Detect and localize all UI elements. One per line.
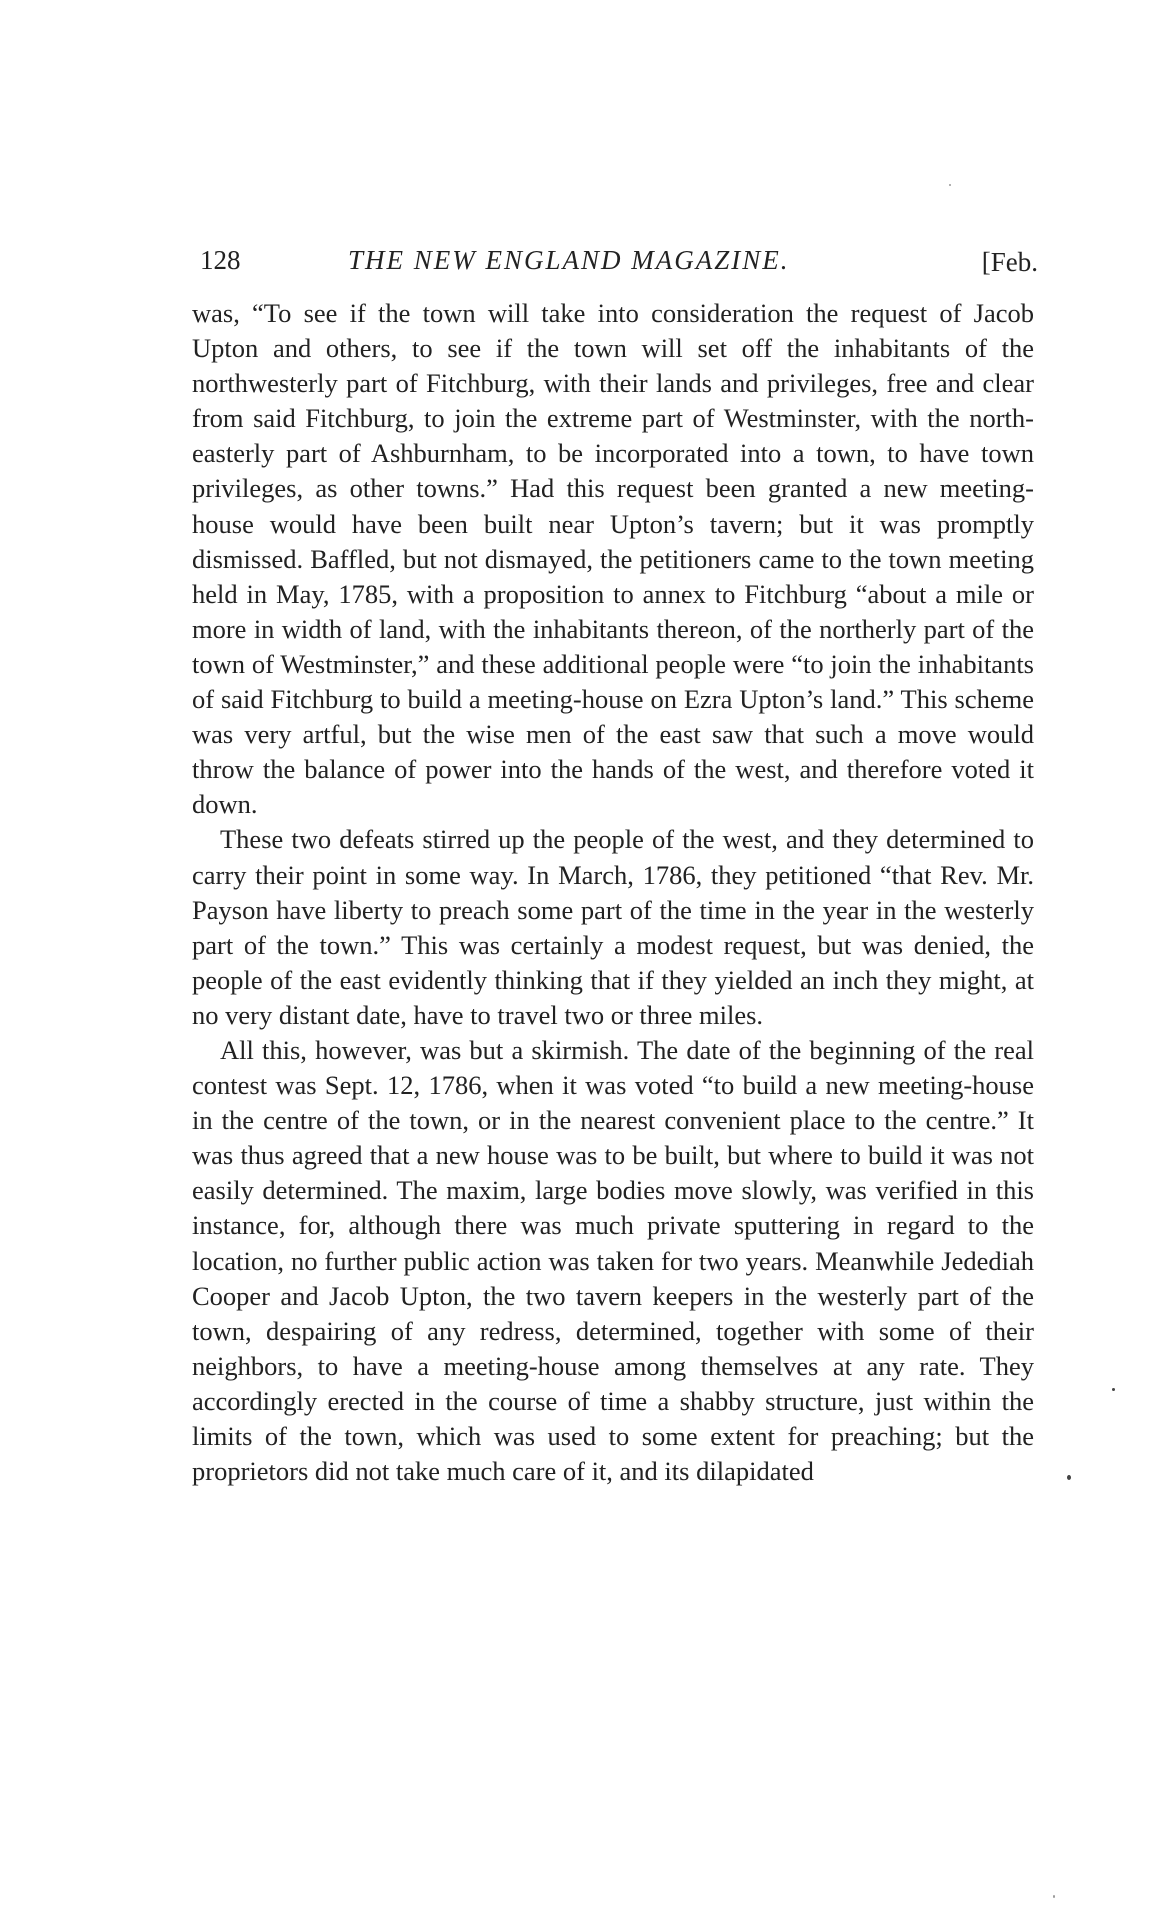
journal-title: THE NEW ENGLAND MAGAZINE. <box>348 245 790 275</box>
running-head <box>200 240 1038 280</box>
ink-speck <box>1112 1388 1115 1391</box>
ink-speck <box>1053 1895 1055 1898</box>
issue-month: [Feb. <box>981 247 1038 277</box>
page-number: 128 <box>200 245 241 275</box>
paragraph: These two defeats stirred up the people of the west, and they determined to carry their point in some way. In March, 1786, they petitioned “that Rev. Mr. Payson have liberty to preach some part of the time in the year in the westerly part of the town.” This was certainly a modest request, but was denied, the people of the east evidently thinking that if they yielded an inch they might, at no very distant date, have to travel two or three miles. <box>192 824 1034 1030</box>
ink-speck <box>949 184 951 186</box>
ink-speck <box>1067 1475 1071 1480</box>
paragraph: All this, however, was but a skirmish. The date of the beginning of the real contest was Sept. 12, 1786, when it was voted “to build a new meeting-house in the centre of the town, or in the nearest convenient place to the centre.” It was thus agreed that a new house was to be built, but where to build it was not easily determined. The maxim, large bodies move slowly, was verified in this instance, for, although there was much private sputtering in regard to the location, no further public action was taken for two years. Meanwhile Jedediah Cooper and Jacob Upton, the two tavern keepers in the westerly part of the town, despairing of any redress, determined, together with some of their neighbors, to have a meeting-house among themselves at any rate. They accordingly erected in the course of time a shabby structure, just within the limits of the town, which was used to some extent for preaching; but the proprietors did not take much care of it, and its dilapidated <box>192 1034 1034 1487</box>
article-body <box>192 296 1034 1489</box>
paragraph-continuation: was, “To see if the town will take into consideration the request of Jacob Upton and others, to see if the town will set off the inhabitants of the northwesterly part of Fitchburg, with their lands and privileges, free and clear from said Fitchburg, to join the extreme part of Westminster, with the north-easterly part of Ashburnham, to be incorporated into a town, to have town privileges, as other towns.” Had this request been granted a new meeting-house would have been built near Upton’s tavern; but it was promptly dismissed. Baffled, but not dismayed, the petitioners came to the town meeting held in May, 1785, with a proposition to annex to Fitchburg “about a mile or more in width of land, with the inhabitants thereon, of the northerly part of the town of Westminster,” and these additional people were “to join the inhabitants of said Fitchburg to build a meeting-house on Ezra Upton’s land.” This scheme was very artful, but the wise men of the east saw that such a move would throw the balance of power into the hands of the west, and therefore voted it down. <box>192 298 1034 820</box>
